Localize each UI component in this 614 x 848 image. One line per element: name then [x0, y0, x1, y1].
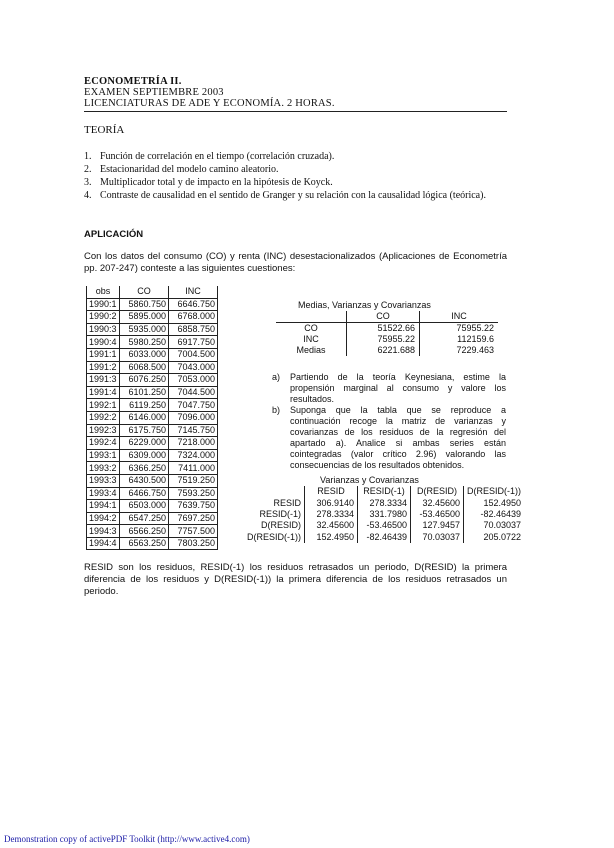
obs-cell: 1990:1: [87, 298, 120, 311]
obs-cell: 1994:2: [87, 512, 120, 525]
table-row: [87, 512, 218, 525]
table-row: [87, 348, 218, 361]
question-item: [272, 372, 506, 405]
question-text: Suponga que la tabla que se reproduce a continuación recoge la matriz de varianzas y covarianzas de los residuos de la regresión del apartado a). Analice si ambas series están cointegradas (valor crítico 2.96) valorando las consecuencias de los resultados obtenidos.: [290, 405, 506, 470]
inc-cell: 7053.000: [169, 374, 218, 387]
varianzas-table-body: [240, 497, 524, 543]
inc-cell: 7593.250: [169, 487, 218, 500]
obs-cell: 1990:3: [87, 323, 120, 336]
co-cell: 5980.250: [120, 336, 169, 349]
cell-value: 32.45600: [305, 520, 358, 531]
varianzas-table-title: Varianzas y Covarianzas: [320, 475, 419, 485]
obs-cell: 1993:2: [87, 462, 120, 475]
theory-heading: TEORÍA: [84, 124, 125, 136]
table-row: [276, 345, 498, 356]
cell-value: 51522.66: [347, 323, 420, 335]
co-cell: 6175.750: [120, 424, 169, 437]
table-row: [87, 411, 218, 424]
row-label: D(RESID): [261, 520, 301, 531]
table-row: [87, 487, 218, 500]
inc-cell: 7044.500: [169, 386, 218, 399]
obs-cell: 1994:3: [87, 525, 120, 538]
inc-cell: 7043.000: [169, 361, 218, 374]
table-row: [240, 520, 524, 531]
co-cell: 6547.250: [120, 512, 169, 525]
question-item: [272, 405, 506, 471]
medias-table-header: [276, 311, 498, 323]
table-row: [87, 323, 218, 336]
column-header-obs: obs: [87, 286, 120, 298]
table-row: [87, 537, 218, 550]
cell-value: -53.46500: [411, 509, 464, 520]
table-row: [87, 525, 218, 538]
varianzas-header-blank: [240, 486, 305, 497]
table-row: [87, 386, 218, 399]
exam-title: ECONOMETRÍA II.: [84, 76, 182, 87]
table-row: [276, 323, 498, 335]
co-cell: 6033.000: [120, 348, 169, 361]
demo-watermark-footer: Demonstration copy of activePDF Toolkit (http://www.active4.com): [4, 834, 250, 844]
question-list: [272, 372, 506, 471]
row-label: Medias: [276, 345, 347, 356]
table-row: [240, 532, 524, 543]
inc-cell: 7411.000: [169, 462, 218, 475]
co-cell: 5895.000: [120, 311, 169, 324]
table-row: [87, 336, 218, 349]
theory-item-text: Función de correlación en el tiempo (correlación cruzada).: [100, 151, 335, 162]
co-cell: 6146.000: [120, 411, 169, 424]
medias-table: [276, 311, 498, 356]
obs-cell: 1991:4: [87, 386, 120, 399]
inc-cell: 7757.500: [169, 525, 218, 538]
medias-header-blank: [276, 311, 347, 323]
residuals-note: RESID son los residuos, RESID(-1) los residuos retrasados un periodo, D(RESID) la primera diferencia de los residuos y D(RESID(-1)) la primera diferencia de los residuos retrasados un periodo.: [84, 562, 507, 597]
obs-cell: 1991:2: [87, 361, 120, 374]
co-cell: 6563.250: [120, 537, 169, 550]
question-label: b): [272, 405, 281, 415]
co-cell: 6430.500: [120, 474, 169, 487]
table-row: [87, 311, 218, 324]
table-row: [87, 474, 218, 487]
co-cell: 6466.750: [120, 487, 169, 500]
cell-value: -82.46439: [358, 532, 411, 543]
theory-item-number: 1.: [84, 151, 92, 162]
cell-value: 6221.688: [347, 345, 420, 356]
cell-value: -82.46439: [464, 509, 525, 520]
obs-cell: 1992:3: [87, 424, 120, 437]
theory-item: [84, 163, 507, 176]
cell-value: 32.45600: [411, 497, 464, 508]
theory-item-text: Estacionaridad del modelo camino aleatorio.: [100, 164, 279, 175]
row-label: RESID(-1): [259, 508, 301, 519]
application-intro: Con los datos del consumo (CO) y renta (INC) desestacionalizados (Aplicaciones de Econometría pp. 207-247) conteste a las siguientes cuestiones:: [84, 251, 507, 274]
obs-cell: 1990:2: [87, 311, 120, 324]
table-row: [87, 500, 218, 513]
inc-cell: 7639.750: [169, 500, 218, 513]
co-cell: 6101.250: [120, 386, 169, 399]
inc-cell: 7145.750: [169, 424, 218, 437]
inc-cell: 7519.250: [169, 474, 218, 487]
inc-cell: 7324.000: [169, 449, 218, 462]
theory-item-number: 4.: [84, 190, 92, 201]
table-row: [240, 509, 524, 520]
co-cell: 6503.000: [120, 500, 169, 513]
cell-value: 112159.6: [457, 334, 494, 344]
varianzas-table-header: [240, 486, 524, 497]
inc-cell: 6646.750: [169, 298, 218, 311]
cell-value: 306.9140: [305, 497, 358, 508]
table-row: [87, 399, 218, 412]
medias-header-co: CO: [347, 311, 420, 323]
application-heading: APLICACIÓN: [84, 229, 144, 240]
table-row: [87, 449, 218, 462]
data-table-header: [87, 286, 218, 298]
inc-cell: 6768.000: [169, 311, 218, 324]
co-cell: 5935.000: [120, 323, 169, 336]
theory-item: [84, 189, 507, 202]
cell-value: 278.3334: [305, 509, 358, 520]
theory-item: [84, 176, 507, 189]
data-table: [86, 286, 218, 550]
table-row: [87, 424, 218, 437]
theory-item-text: Contraste de causalidad en el sentido de Granger y su relación con la causalidad lógica (teórica).: [100, 190, 486, 201]
header-rule: [84, 111, 507, 112]
co-cell: 6566.250: [120, 525, 169, 538]
co-cell: 5860.750: [120, 298, 169, 311]
row-label: INC: [276, 334, 347, 345]
table-row: [87, 361, 218, 374]
obs-cell: 1994:4: [87, 537, 120, 550]
theory-list: [84, 150, 507, 202]
inc-cell: 7004.500: [169, 348, 218, 361]
cell-value: 331.7980: [358, 509, 411, 520]
cell-value: -53.46500: [358, 520, 411, 531]
cell-value: 152.4950: [305, 532, 358, 543]
co-cell: 6119.250: [120, 399, 169, 412]
cell-value: 75955.22: [347, 334, 420, 345]
cell-value: 278.3334: [358, 497, 411, 508]
obs-cell: 1993:1: [87, 449, 120, 462]
table-row: [87, 298, 218, 311]
varianzas-header-d-resid: D(RESID): [411, 486, 464, 497]
column-header-co: CO: [120, 286, 169, 298]
varianzas-header-d-resid-lag: D(RESID(-1)): [464, 486, 525, 497]
cell-value: 7229.463: [456, 345, 494, 355]
exam-subtitle-date: EXAMEN SEPTIEMBRE 2003: [84, 87, 224, 98]
varianzas-table: [240, 486, 524, 543]
row-label: CO: [276, 323, 347, 335]
obs-cell: 1992:4: [87, 437, 120, 450]
co-cell: 6076.250: [120, 374, 169, 387]
obs-cell: 1993:4: [87, 487, 120, 500]
inc-cell: 7218.000: [169, 437, 218, 450]
medias-header-inc: INC: [420, 311, 499, 323]
row-label: RESID: [273, 497, 301, 508]
cell-value: 75955.22: [456, 323, 494, 333]
varianzas-header-resid-lag: RESID(-1): [358, 486, 411, 497]
table-row: [276, 334, 498, 345]
question-text: Partiendo de la teoría Keynesiana, estime la propensión marginal al consumo y valore los resultados.: [290, 372, 506, 404]
inc-cell: 7047.750: [169, 399, 218, 412]
co-cell: 6229.000: [120, 437, 169, 450]
obs-cell: 1993:3: [87, 474, 120, 487]
cell-value: 205.0722: [464, 532, 525, 543]
co-cell: 6309.000: [120, 449, 169, 462]
obs-cell: 1991:3: [87, 374, 120, 387]
inc-cell: 6917.750: [169, 336, 218, 349]
inc-cell: 7096.000: [169, 411, 218, 424]
theory-item-number: 3.: [84, 177, 92, 188]
exam-subtitle-degrees: LICENCIATURAS DE ADE Y ECONOMÍA. 2 HORAS.: [84, 98, 335, 109]
table-row: [240, 497, 524, 508]
theory-item-text: Multiplicador total y de impacto en la hipótesis de Koyck.: [100, 177, 333, 188]
row-label: D(RESID(-1)): [247, 531, 301, 542]
table-row: [87, 462, 218, 475]
cell-value: 152.4950: [464, 497, 525, 508]
obs-cell: 1991:1: [87, 348, 120, 361]
table-row: [87, 437, 218, 450]
obs-cell: 1992:2: [87, 411, 120, 424]
theory-item-number: 2.: [84, 164, 92, 175]
co-cell: 6366.250: [120, 462, 169, 475]
co-cell: 6068.500: [120, 361, 169, 374]
question-label: a): [272, 372, 281, 382]
theory-item: [84, 150, 507, 163]
table-row: [87, 374, 218, 387]
inc-cell: 7697.250: [169, 512, 218, 525]
varianzas-header-resid: RESID: [305, 486, 358, 497]
inc-cell: 6858.750: [169, 323, 218, 336]
obs-cell: 1992:1: [87, 399, 120, 412]
data-table-body: [87, 298, 218, 550]
column-header-inc: INC: [169, 286, 218, 298]
medias-table-title: Medias, Varianzas y Covarianzas: [298, 300, 431, 310]
cell-value: 70.03037: [411, 532, 464, 543]
cell-value: 70.03037: [464, 520, 525, 531]
obs-cell: 1990:4: [87, 336, 120, 349]
obs-cell: 1994:1: [87, 500, 120, 513]
cell-value: 127.9457: [411, 520, 464, 531]
inc-cell: 7803.250: [169, 537, 218, 550]
